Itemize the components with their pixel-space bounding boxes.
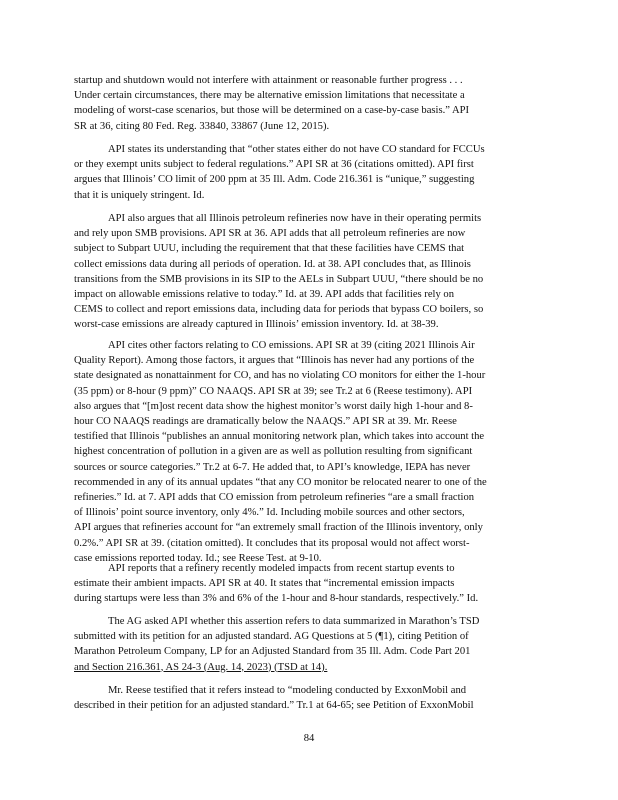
text-line: refineries.” Id. at 7. API adds that CO emission from petroleum refineries “are a small fraction [74, 492, 475, 504]
text-line: subject to Subpart UUU, including the requirement that that these facilities have CEMS that [74, 243, 465, 255]
text-line: argues that Illinois’ CO limit of 200 ppm at 35 Ill. Adm. Code 216.361 is “unique,” suggesting [74, 174, 475, 186]
text-line: recommended in any of its annual updates “that any CO monitor be relocated nearer to one of the [74, 476, 487, 488]
text-line: API also argues that all Illinois petroleum refineries now have in their operating permits [108, 213, 482, 224]
text-line: modeling of worst-case scenarios, but those will be determined on a case-by-case basis.” API [74, 105, 470, 117]
text-line: submitted with its petition for an adjusted standard. AG Questions at 5 (¶1), citing Petition of [74, 631, 469, 643]
text-line: API states its understanding that “other states either do not have CO standard for FCCUs [108, 144, 485, 155]
text-line: API cites other factors relating to CO emissions. API SR at 39 (citing 2021 Illinois Air [108, 340, 475, 351]
text-line: sources or source categories.” Tr.2 at 6-7. He added that, to API’s knowledge, IEPA has never [74, 461, 471, 473]
paragraph-modeled-impacts [74, 561, 544, 607]
paragraph-co-factors [74, 338, 544, 566]
text-line: case emissions reported today. Id.; see Reese Test. at 9-10. [74, 552, 322, 564]
text-line: API argues that refineries account for “an extremely small fraction of the Illinois inventory, only [74, 522, 483, 534]
text-line: state designated as nonattainment for CO, and has no violating CO monitors for either the 1-hour [74, 370, 486, 382]
text-line: startup and shutdown would not interfere with attainment or reasonable further progress . . . [74, 75, 463, 86]
paragraph-reese-testimony [74, 683, 544, 713]
text-line: of Illinois’ point source inventory, only 4%.” Id. Including mobile sources and other sectors, [74, 507, 465, 519]
paragraph-other-states [74, 142, 544, 203]
text-line: worst-case emissions are already captured in Illinois’ emission inventory. Id. at 38-39. [74, 319, 439, 331]
text-line: and rely upon SMB provisions. API SR at 36. API adds that all petroleum refineries are now [74, 228, 466, 240]
text-line: during startups were less than 3% and 6% of the 1-hour and 8-hour standards, respectively.” Id. [74, 593, 479, 605]
text-line: that it is uniquely stringent. Id. [74, 189, 205, 201]
text-line: (35 ppm) or 8-hour (9 ppm)” CO NAAQS. API SR at 39; see Tr.2 at 6 (Reese testimony). API [74, 385, 473, 397]
text-line: 0.2%.” API SR at 39. (citation omitted). It concludes that its proposal would not affect worst- [74, 537, 470, 549]
text-line: collect emissions data during all periods of operation. Id. at 38. API concludes that, as Illinois [74, 258, 471, 270]
text-line: highest concentration of pollution in a given are as well as pollution resulting from significant [74, 446, 473, 458]
text-line: also argues that “[m]ost recent data show the highest monitor’s worst daily high 1-hour and 8- [74, 400, 473, 412]
text-line: CEMS to collect and report emissions data, including data for periods that bypass CO boilers, so [74, 304, 484, 316]
text-line: Marathon Petroleum Company, LP for an Adjusted Standard from 35 Ill. Adm. Code Part 201 [74, 646, 471, 658]
text-line: Quality Report). Among those factors, it argues that “Illinois has never had any portions of the [74, 355, 475, 367]
text-line: testified that Illinois “publishes an annual monitoring network plan, which takes into account the [74, 431, 485, 443]
page-number: 84 [303, 733, 315, 744]
text-line: described in their petition for an adjusted standard.” Tr.1 at 64-65; see Petition of ExxonMobil [74, 700, 474, 712]
text-line: transitions from the SMB provisions in its SIP to the AELs in Subpart UUU, “there should be no [74, 273, 484, 285]
text-line: Under certain circumstances, there may be alternative emission limitations that necessitate a [74, 90, 465, 102]
text-line: and Section 216.361, AS 24-3 (Aug. 14, 2023) (TSD at 14). [74, 661, 328, 673]
paragraph-startup-shutdown [74, 73, 544, 134]
text-line: API reports that a refinery recently modeled impacts from recent startup events to [108, 563, 455, 574]
text-line: impact on allowable emissions relative to today.” Id. at 39. API adds that facilities rely on [74, 289, 455, 301]
text-line: or they exempt units subject to federal regulations.” API SR at 36 (citations omitted). API first [74, 159, 474, 171]
text-line: hour CO NAAQS readings are dramatically below the NAAQS.” API SR at 39. Mr. Reese [74, 416, 457, 428]
text-line: estimate their ambient impacts. API SR at 40. It states that “incremental emission impacts [74, 578, 455, 590]
paragraph-ag-questions [74, 614, 544, 675]
text-line: The AG asked API whether this assertion refers to data summarized in Marathon’s TSD [108, 616, 480, 627]
paragraph-smb-provisions [74, 211, 544, 333]
text-line: Mr. Reese testified that it refers instead to “modeling conducted by ExxonMobil and [108, 685, 467, 696]
text-line: SR at 36, citing 80 Fed. Reg. 33840, 33867 (June 12, 2015). [74, 120, 330, 132]
